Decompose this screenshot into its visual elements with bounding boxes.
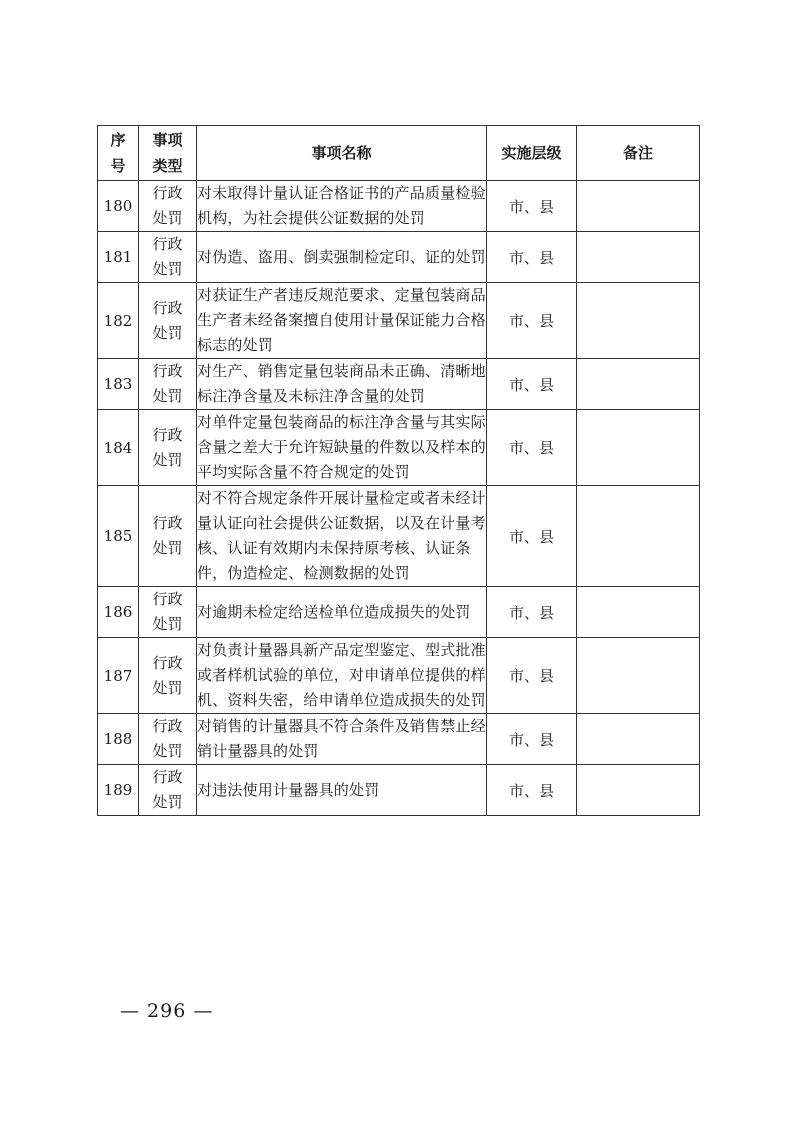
row-type [139,410,197,486]
table-row [98,181,700,232]
row-type [139,765,197,816]
row-note [577,410,700,486]
row-note [577,765,700,816]
table-row [98,359,700,410]
row-note [577,638,700,714]
table-row [98,486,700,587]
row-type-line-2: 处罚 [152,387,183,405]
row-note [577,283,700,359]
row-type [139,181,197,232]
header-serial-line-2: 号 [110,157,126,175]
row-type-line-2: 处罚 [152,539,183,557]
row-type-line-1: 行政 [152,590,183,608]
row-type [139,587,197,638]
header-serial-line-1: 序 [110,131,126,149]
table-row [98,232,700,283]
row-level: 市、县 [487,587,577,638]
row-level: 市、县 [487,486,577,587]
table-header-row [98,126,700,181]
row-level: 市、县 [487,283,577,359]
row-type-line-2: 处罚 [152,793,183,811]
row-item-name: 对获证生产者违反规范要求、定量包装商品生产者未经备案擅自使用计量保证能力合格标志的处罚 [197,283,487,359]
row-type [139,232,197,283]
table-row [98,638,700,714]
row-type [139,486,197,587]
header-serial-number [98,126,139,181]
row-item-name: 对逾期未检定给送检单位造成损失的处罚 [197,587,487,638]
row-number: 183 [98,359,139,410]
row-type-line-2: 处罚 [152,450,183,469]
header-item-name: 事项名称 [197,126,487,181]
row-note [577,714,700,765]
table-row [98,714,700,765]
row-level: 市、县 [487,181,577,232]
row-number: 182 [98,283,139,359]
row-note [577,359,700,410]
header-remarks: 备注 [577,126,700,181]
row-type-line-1: 行政 [152,235,183,253]
row-item-name: 对销售的计量器具不符合条件及销售禁止经销计量器具的处罚 [197,714,487,765]
row-type-line-1: 行政 [152,298,183,317]
row-type-line-2: 处罚 [152,323,183,342]
header-implementation-level: 实施层级 [487,126,577,181]
row-type-line-1: 行政 [152,768,183,786]
row-item-name: 对违法使用计量器具的处罚 [197,765,487,816]
table-row [98,587,700,638]
row-item-name: 对未取得计量认证合格证书的产品质量检验机构，为社会提供公证数据的处罚 [197,181,487,232]
row-note [577,587,700,638]
row-type-line-1: 行政 [152,514,183,532]
row-number: 184 [98,410,139,486]
row-number: 186 [98,587,139,638]
row-item-name: 对伪造、盗用、倒卖强制检定印、证的处罚 [197,232,487,283]
row-type-line-2: 处罚 [152,678,183,697]
row-type [139,359,197,410]
row-item-name: 对生产、销售定量包装商品未正确、清晰地标注净含量及未标注净含量的处罚 [197,359,487,410]
row-type-line-2: 处罚 [152,742,183,760]
row-type-line-1: 行政 [152,653,183,672]
row-type-line-1: 行政 [152,184,183,202]
row-note [577,486,700,587]
header-item-type [139,126,197,181]
header-type-line-2: 类型 [152,157,183,175]
row-number: 187 [98,638,139,714]
page-number: — 296 — [120,1000,214,1022]
row-number: 189 [98,765,139,816]
row-type [139,714,197,765]
row-type-line-2: 处罚 [152,615,183,633]
row-item-name: 对负责计量器具新产品定型鉴定、型式批准或者样机试验的单位，对申请单位提供的样机、资料失密，给申请单位造成损失的处罚 [197,638,487,714]
row-type [139,283,197,359]
items-table [97,125,700,816]
row-level: 市、县 [487,359,577,410]
table-row [98,410,700,486]
row-number: 185 [98,486,139,587]
row-level: 市、县 [487,765,577,816]
row-number: 180 [98,181,139,232]
table-row [98,283,700,359]
row-type [139,638,197,714]
row-item-name: 对不符合规定条件开展计量检定或者未经计量认证向社会提供公证数据，以及在计量考核、认证有效期内未保持原考核、认证条件，伪造检定、检测数据的处罚 [197,486,487,587]
row-type-line-2: 处罚 [152,260,183,278]
row-note [577,181,700,232]
row-type-line-1: 行政 [152,362,183,380]
row-number: 188 [98,714,139,765]
row-level: 市、县 [487,714,577,765]
row-item-name: 对单件定量包装商品的标注净含量与其实际含量之差大于允许短缺量的件数以及样本的平均实际含量不符合规定的处罚 [197,410,487,486]
row-level: 市、县 [487,232,577,283]
row-type-line-1: 行政 [152,425,183,444]
row-level: 市、县 [487,410,577,486]
table-row [98,765,700,816]
header-type-line-1: 事项 [152,131,183,149]
row-number: 181 [98,232,139,283]
row-type-line-1: 行政 [152,717,183,735]
row-level: 市、县 [487,638,577,714]
row-note [577,232,700,283]
row-type-line-2: 处罚 [152,209,183,227]
